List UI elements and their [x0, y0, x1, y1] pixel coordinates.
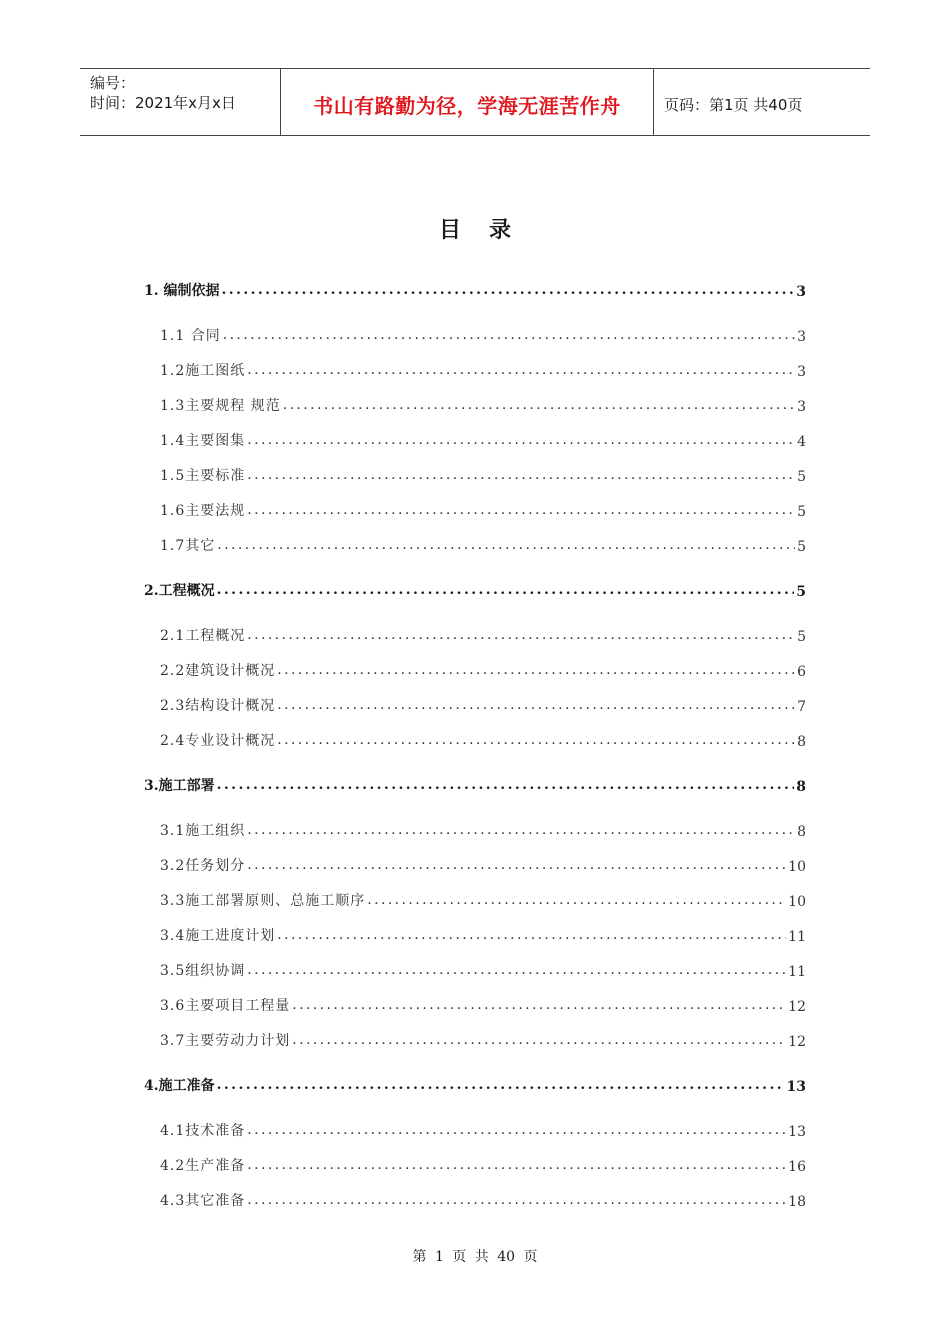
toc-entry-page: 12	[788, 1034, 806, 1050]
toc-entry-label: 2.工程概况	[144, 583, 215, 599]
toc-leader-dots	[277, 730, 795, 750]
toc-entry[interactable]	[160, 730, 806, 750]
toc-leader-dots	[247, 960, 786, 980]
toc-entry-label: 1.7其它	[160, 538, 216, 554]
toc-entry-page: 5	[796, 584, 806, 600]
toc-entry-label: 3.4施工进度计划	[160, 928, 276, 944]
toc-leader-dots	[367, 890, 786, 910]
toc-leader-dots	[277, 695, 795, 715]
toc-leader-dots	[283, 395, 795, 415]
toc-leader-dots	[222, 280, 795, 300]
toc-entry-page: 3	[797, 399, 806, 415]
toc-entry-page: 10	[788, 894, 806, 910]
toc-entry[interactable]	[144, 1075, 806, 1095]
toc-entry[interactable]	[144, 280, 806, 300]
motto-text: 书山有路勤为径，学海无涯苦作舟	[313, 93, 621, 118]
toc-entry[interactable]	[160, 1120, 806, 1140]
toc-entry[interactable]	[144, 775, 806, 795]
toc-entry-page: 8	[797, 734, 806, 750]
toc-entry[interactable]	[160, 535, 806, 555]
toc-entry[interactable]	[160, 855, 806, 875]
toc-entry-label: 1.4主要图集	[160, 433, 246, 449]
toc-entry-label: 2.4专业设计概况	[160, 733, 276, 749]
toc-entry[interactable]	[160, 1030, 806, 1050]
toc-entry-page: 8	[796, 779, 806, 795]
toc-entry[interactable]	[160, 325, 806, 345]
toc-leader-dots	[247, 1190, 786, 1210]
toc-entry[interactable]	[160, 995, 806, 1015]
time-label: 时间：2021年x月x日	[90, 94, 236, 112]
toc-leader-dots	[223, 325, 795, 345]
toc-leader-dots	[247, 360, 795, 380]
toc-entry-page: 8	[797, 824, 806, 840]
toc-entry-page: 5	[797, 629, 806, 645]
toc-entry[interactable]	[160, 465, 806, 485]
toc-leader-dots	[247, 625, 795, 645]
toc-entry-page: 11	[788, 929, 806, 945]
toc-entry-label: 2.3结构设计概况	[160, 698, 276, 714]
toc-entry-page: 5	[797, 539, 806, 555]
toc-entry-label: 4.施工准备	[144, 1078, 215, 1094]
toc-leader-dots	[217, 1075, 785, 1095]
toc-entry-page: 4	[797, 434, 806, 450]
toc-entry-label: 1.2施工图纸	[160, 363, 246, 379]
toc-leader-dots	[247, 820, 795, 840]
toc-entry[interactable]	[160, 1155, 806, 1175]
toc-entry[interactable]	[160, 890, 806, 910]
toc-leader-dots	[292, 995, 786, 1015]
toc-entry-page: 3	[796, 284, 806, 300]
toc-entry[interactable]	[160, 625, 806, 645]
toc-entry-page: 13	[788, 1124, 806, 1140]
toc-entry[interactable]	[160, 1190, 806, 1210]
toc-leader-dots	[247, 1120, 786, 1140]
toc-leader-dots	[217, 775, 795, 795]
page-footer: 第 1 页 共 40 页	[412, 1249, 538, 1265]
toc-leader-dots	[247, 500, 795, 520]
toc-entry[interactable]	[144, 580, 806, 600]
toc-leader-dots	[247, 465, 795, 485]
toc-entry-label: 3.2任务划分	[160, 858, 246, 874]
toc-entry[interactable]	[160, 395, 806, 415]
toc-entry-label: 3.1施工组织	[160, 823, 246, 839]
toc-entry-page: 7	[797, 699, 806, 715]
toc-entry-label: 1.1 合同	[160, 328, 221, 344]
toc-entry-page: 3	[797, 329, 806, 345]
toc-leader-dots	[247, 1155, 786, 1175]
toc-entry-page: 10	[788, 859, 806, 875]
toc-entry-label: 4.1技术准备	[160, 1123, 246, 1139]
toc-entry[interactable]	[160, 660, 806, 680]
toc-entry[interactable]	[160, 960, 806, 980]
toc-leader-dots	[292, 1030, 786, 1050]
toc-entry-page: 3	[797, 364, 806, 380]
toc-leader-dots	[277, 925, 786, 945]
toc-leader-dots	[277, 660, 795, 680]
toc-entry-page: 6	[797, 664, 806, 680]
toc-entry-label: 1. 编制依据	[144, 283, 220, 299]
page-info-text: 页码：第1页 共40页	[664, 95, 803, 114]
toc-leader-dots	[217, 580, 795, 600]
toc-entry-page: 5	[797, 469, 806, 485]
number-label: 编号：	[90, 74, 136, 92]
toc-entry-label: 2.1工程概况	[160, 628, 246, 644]
toc-leader-dots	[247, 855, 786, 875]
toc-entry[interactable]	[160, 820, 806, 840]
toc-entry-page: 18	[788, 1194, 806, 1210]
toc-entry-label: 2.2建筑设计概况	[160, 663, 276, 679]
toc-entry-page: 13	[786, 1079, 806, 1095]
toc-leader-dots	[247, 430, 795, 450]
toc-entry-label: 3.施工部署	[144, 778, 215, 794]
toc-entry-label: 1.3主要规程 规范	[160, 398, 281, 414]
toc-entry-label: 3.5组织协调	[160, 963, 246, 979]
toc-entry-page: 11	[788, 964, 806, 980]
toc-entry[interactable]	[160, 500, 806, 520]
toc-entry-label: 3.6主要项目工程量	[160, 998, 291, 1014]
toc-entry[interactable]	[160, 430, 806, 450]
toc-entry-label: 4.3其它准备	[160, 1193, 246, 1209]
toc-entry-label: 3.3施工部署原则、总施工顺序	[160, 893, 366, 909]
toc-entry-label: 1.5主要标准	[160, 468, 246, 484]
toc-entry-label: 1.6主要法规	[160, 503, 246, 519]
toc-entry[interactable]	[160, 695, 806, 715]
toc-entry[interactable]	[160, 360, 806, 380]
toc-entry-label: 4.2生产准备	[160, 1158, 246, 1174]
toc-entry-page: 5	[797, 504, 806, 520]
toc-entry-label: 3.7主要劳动力计划	[160, 1033, 291, 1049]
toc-entry-page: 16	[788, 1159, 806, 1175]
toc-entry[interactable]	[160, 925, 806, 945]
toc-leader-dots	[217, 535, 795, 555]
toc-entry-page: 12	[788, 999, 806, 1015]
toc-title: 目录	[438, 217, 539, 243]
